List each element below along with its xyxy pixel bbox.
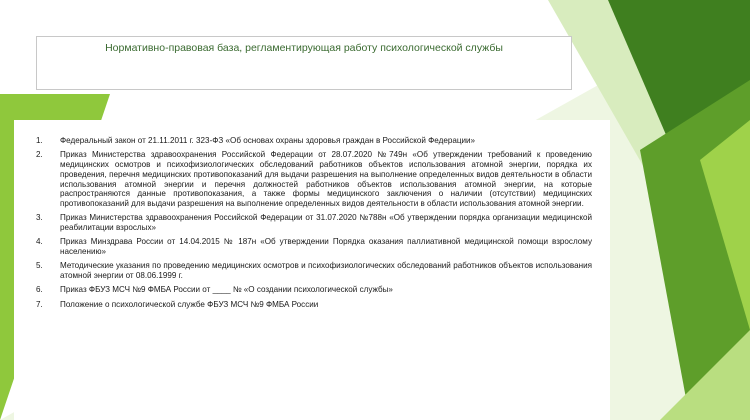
list-item [36, 285, 592, 295]
list-item [36, 261, 592, 281]
item-text: Методические указания по проведению медицинских осмотров и психофизиологических обследований работников объектов использования атомной энергии от 08.06.1999 г. [60, 261, 592, 281]
list-item [36, 237, 592, 257]
item-number: 4. [36, 237, 43, 247]
title-box [36, 36, 572, 90]
item-number: 2. [36, 150, 43, 160]
document-list [36, 136, 592, 314]
item-text: Положение о психологической службе ФБУЗ МСЧ №9 ФМБА России [60, 299, 319, 309]
list-item [36, 136, 592, 146]
item-text: Приказ Минздрава России от 14.04.2015 № 187н «Об утверждении Порядка оказания паллиативной медицинской помощи взрослому населению» [60, 237, 592, 257]
item-number: 6. [36, 285, 43, 295]
slide-title: Нормативно-правовая база, регламентирующая работу психологической службы [105, 42, 503, 54]
item-text: Приказ Министерства здравоохранения Российской Федерации от 28.07.2020 №749н «Об утверждении требований к проведению медицинских осмотров и психофизиологических обследований работников объектов использования атомной энергии, порядка их проведения, перечня медицинских противопоказаний для выдачи разрешения на выполнение определенных видов деятельности в области использования атомной энергии и перечня должностей работников объектов использования атомной энергии, на которые распространяются данные противопоказания, а также формы медицинского заключения о наличии (отсутствии) медицинских противопоказаний для выдачи разрешения на выполнение определенных видов деятельности в области использования атомной энергии. [60, 150, 592, 209]
item-text: Приказ ФБУЗ МСЧ №9 ФМБА России от ____ № «О создании психологической службы» [60, 285, 393, 295]
list-item [36, 300, 592, 310]
item-number: 7. [36, 299, 43, 309]
item-number: 3. [36, 213, 43, 223]
list-item [36, 150, 592, 209]
list-item [36, 213, 592, 233]
item-number: 5. [36, 261, 43, 271]
item-text: Приказ Министерства здравоохранения Российской Федерации от 31.07.2020 №788н «Об утверждении порядка организации медицинской реабилитации взрослых» [60, 213, 592, 233]
item-number: 1. [36, 136, 43, 145]
item-text: Федеральный закон от 21.11.2011 г. 323-ФЗ «Об основах охраны здоровья граждан в Российской Федерации» [60, 136, 476, 145]
